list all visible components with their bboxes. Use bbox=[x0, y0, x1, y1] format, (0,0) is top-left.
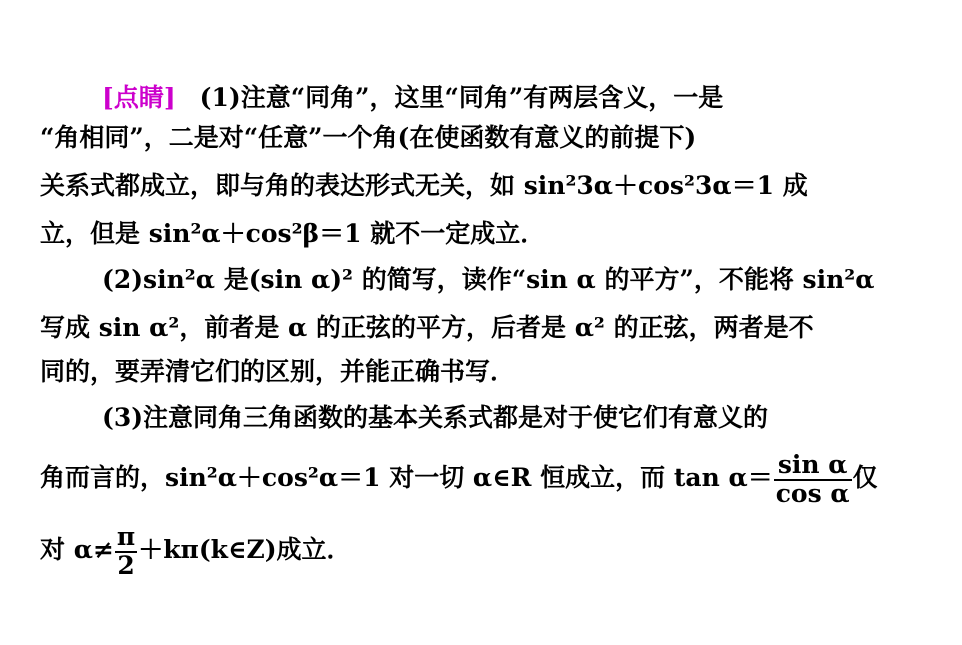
dianjing-tag: [点睛] bbox=[102, 83, 176, 112]
paragraph-2-line-2 bbox=[0, 308, 900, 348]
paragraph-2-line-1 bbox=[0, 260, 962, 300]
line-text: “角相同”，二是对“任意”一个角(在使函数有意义的前提下) bbox=[40, 123, 697, 152]
paragraph-1-line-2 bbox=[0, 118, 900, 158]
paragraph-3-line-3 bbox=[0, 522, 900, 578]
pi-fraction-denominator: 2 bbox=[115, 551, 137, 579]
line-text: 写成 sin α²，前者是 α 的正弦的平方，后者是 α² 的正弦，两者是不 bbox=[40, 313, 814, 342]
line-text: 对 α≠ bbox=[40, 535, 114, 564]
paragraph-1-line-3 bbox=[0, 166, 900, 206]
line-text: 仅 bbox=[852, 463, 878, 492]
pi-fraction-numerator: π bbox=[116, 522, 136, 552]
tan-fraction-denominator: cos α bbox=[775, 478, 850, 508]
tan-fraction-numerator: sin α bbox=[777, 450, 848, 480]
line-text: (2)sin²α 是(sin α)² 的简写，读作“sin α 的平方”，不能将 sin²α bbox=[102, 265, 875, 294]
paragraph-1-line-4 bbox=[0, 214, 900, 254]
paragraph-2-line-3 bbox=[0, 352, 900, 392]
line-text: 关系式都成立，即与角的表达形式无关，如 sin²3α＋cos²3α＝1 成 bbox=[40, 171, 808, 200]
tan-fraction bbox=[774, 452, 852, 507]
paragraph-1-line-1 bbox=[0, 78, 962, 118]
line-text: (3)注意同角三角函数的基本关系式都是对于使它们有意义的 bbox=[102, 403, 769, 432]
line-text: 角而言的，sin²α＋cos²α＝1 对一切 α∈R 恒成立，而 tan α＝ bbox=[40, 463, 773, 492]
line-text: 同的，要弄清它们的区别，并能正确书写． bbox=[40, 357, 516, 386]
paragraph-3-line-1 bbox=[0, 398, 962, 438]
line-text: (1)注意“同角”，这里“同角”有两层含义，一是 bbox=[199, 83, 724, 112]
line-text: ＋kπ(k∈Z)成立． bbox=[138, 535, 352, 564]
paragraph-3-line-2 bbox=[0, 450, 900, 508]
pi-fraction bbox=[115, 524, 137, 579]
line-text: 立，但是 sin²α＋cos²β＝1 就不一定成立． bbox=[40, 219, 546, 248]
